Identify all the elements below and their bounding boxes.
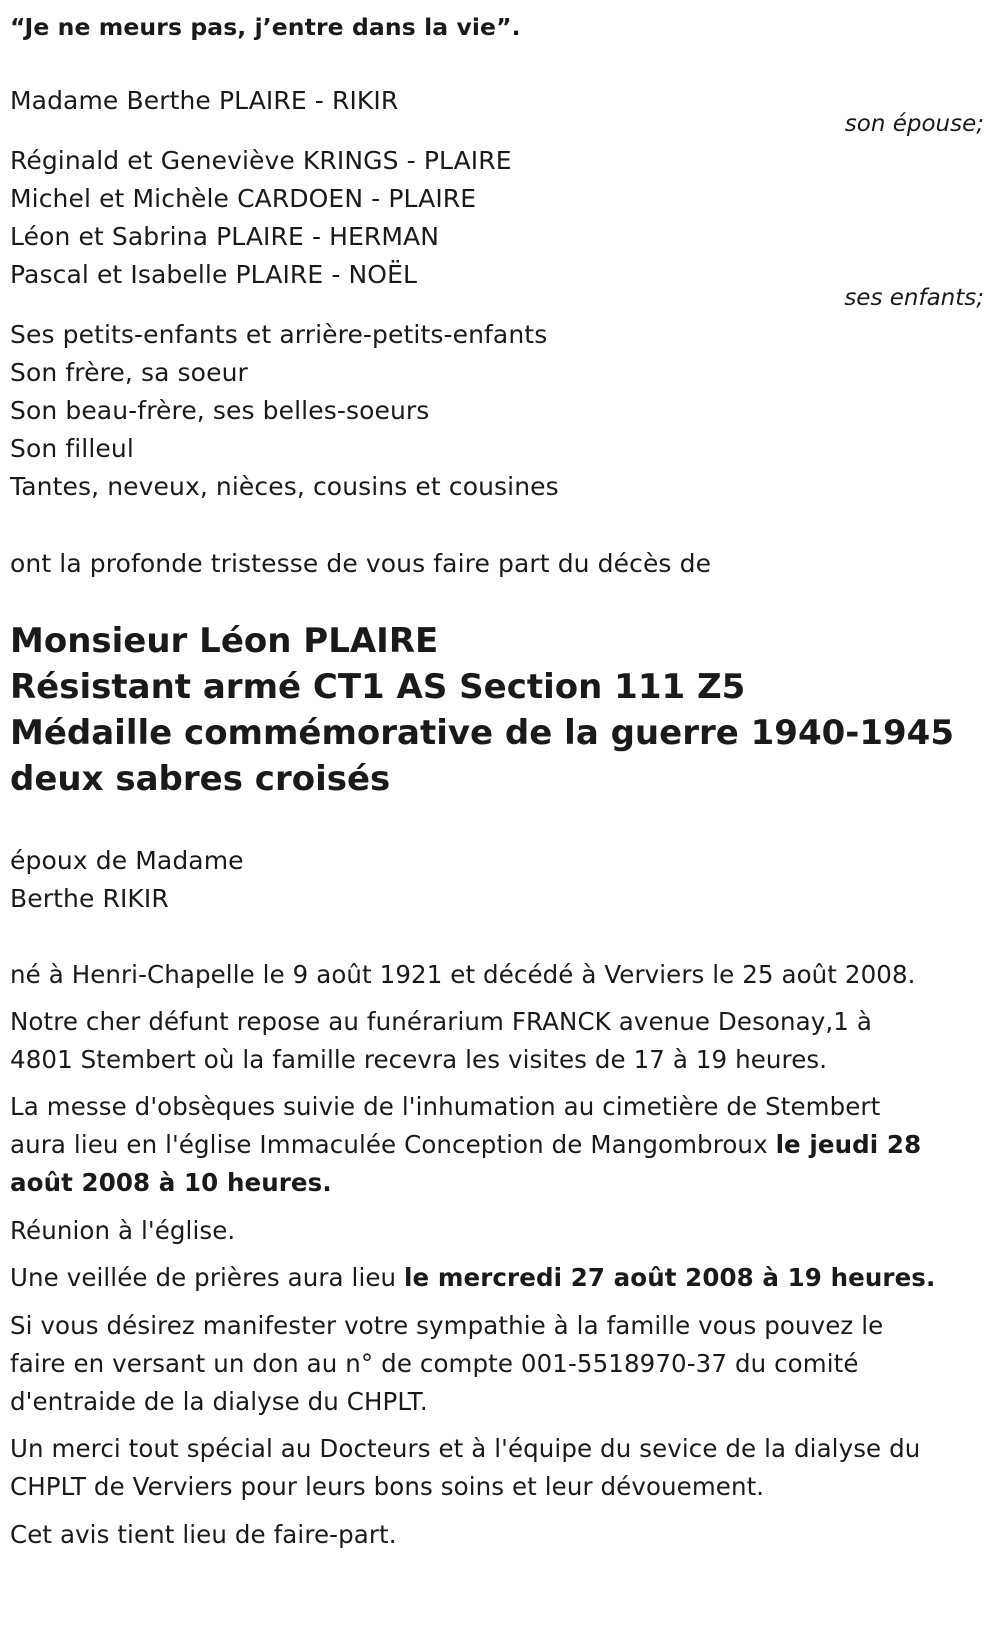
deceased-name: Monsieur Léon PLAIRE	[10, 621, 439, 661]
relatives-line: Ses petits-enfants et arrière-petits-enfants	[10, 320, 548, 349]
funerarium-line: 4801 Stembert où la famille recevra les visites de 17 à 19 heures.	[10, 1045, 828, 1074]
vigil-date: le mercredi 27 août 2008 à 19 heures.	[404, 1263, 936, 1292]
relatives-line: Son beau-frère, ses belles-soeurs	[10, 396, 430, 425]
mass-date: le jeudi 28	[775, 1130, 922, 1159]
deceased-title: deux sabres croisés	[10, 759, 391, 799]
birth-death: né à Henri-Chapelle le 9 août 1921 et décédé à Verviers le 25 août 2008.	[10, 960, 916, 989]
donation-line: d'entraide de la dialyse du CHPLT.	[10, 1387, 428, 1416]
donation-line: Si vous désirez manifester votre sympathie à la famille vous pouvez le	[10, 1311, 884, 1340]
mass-line: La messe d'obsèques suivie de l'inhumation au cimetière de Stembert	[10, 1092, 881, 1121]
child-line: Michel et Michèle CARDOEN - PLAIRE	[10, 184, 477, 213]
thanks-line: Un merci tout spécial au Docteurs et à l'équipe du sevice de la dialyse du	[10, 1434, 921, 1463]
relatives-line: Tantes, neveux, nièces, cousins et cousines	[10, 472, 559, 501]
vigil-line	[10, 1259, 935, 1297]
funerarium-line: Notre cher défunt repose au funérarium FRANCK avenue Desonay,1 à	[10, 1007, 872, 1036]
deceased-title: Résistant armé CT1 AS Section 111 Z5	[10, 667, 746, 707]
relatives-line: Son frère, sa soeur	[10, 358, 248, 387]
announcement: ont la profonde tristesse de vous faire part du décès de	[10, 549, 712, 578]
mass-text: aura lieu en l'église Immaculée Conception de Mangombroux	[10, 1130, 776, 1159]
meeting: Réunion à l'église.	[10, 1216, 236, 1245]
thanks-line: CHPLT de Verviers pour leurs bons soins et leur dévouement.	[10, 1472, 765, 1501]
deceased-title: Médaille commémorative de la guerre 1940-1945	[10, 713, 954, 753]
mass-line	[10, 1126, 921, 1164]
mass-time: août 2008 à 10 heures.	[10, 1168, 332, 1197]
closing: Cet avis tient lieu de faire-part.	[10, 1520, 397, 1549]
spouse-of-line: époux de Madame	[10, 846, 244, 875]
child-line: Réginald et Geneviève KRINGS - PLAIRE	[10, 146, 512, 175]
donation-line: faire en versant un don au n° de compte 001-5518970-37 du comité	[10, 1349, 859, 1378]
child-line: Pascal et Isabelle PLAIRE - NOËL	[10, 260, 418, 289]
epigraph: “Je ne meurs pas, j’entre dans la vie”.	[10, 13, 521, 41]
child-line: Léon et Sabrina PLAIRE - HERMAN	[10, 222, 440, 251]
spouse-name: Madame Berthe PLAIRE - RIKIR	[10, 86, 399, 115]
vigil-text: Une veillée de prières aura lieu	[10, 1263, 405, 1292]
relatives-line: Son filleul	[10, 434, 134, 463]
children-role: ses enfants;	[844, 285, 984, 311]
spouse-role: son épouse;	[844, 111, 984, 137]
spouse-of-line: Berthe RIKIR	[10, 884, 169, 913]
